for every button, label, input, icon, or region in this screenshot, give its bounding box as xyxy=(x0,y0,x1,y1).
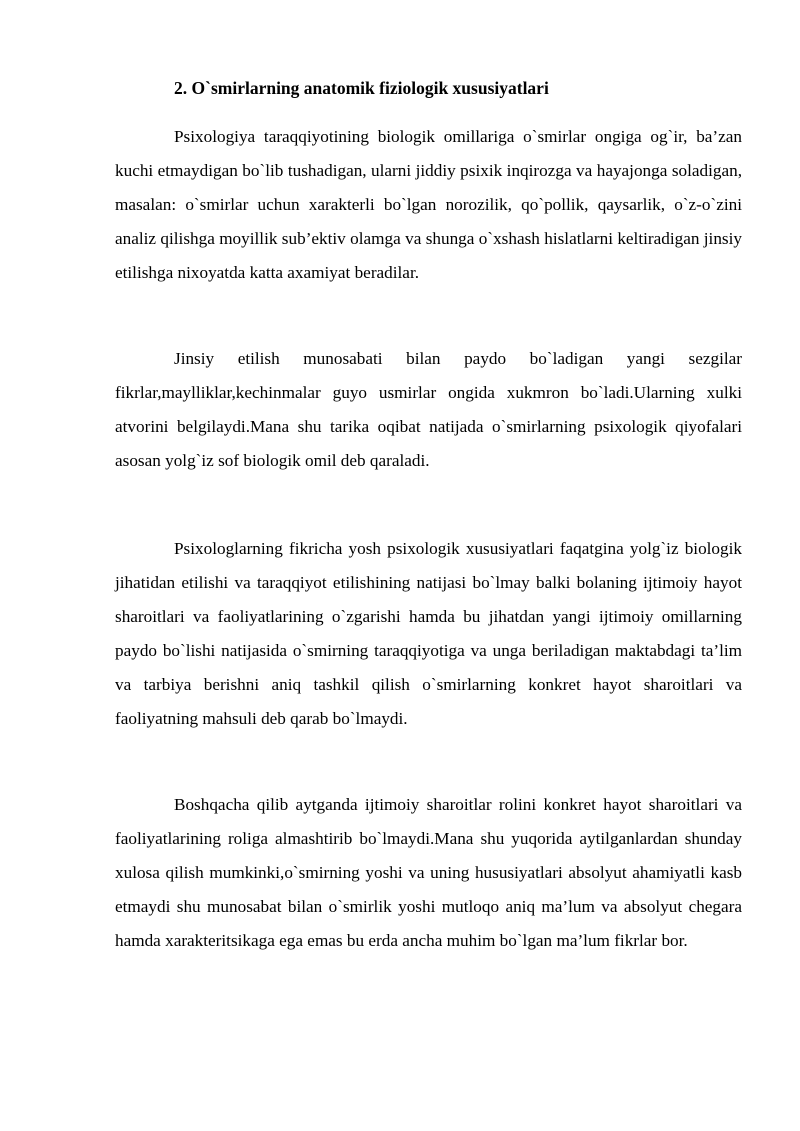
paragraph-1: Psixologiya taraqqiyotining biologik omillariga o`smirlar ongiga og`ir, ba’zan kuchi etmaydigan bo`lib tushadigan, ularni jiddiy psixik inqirozga va hayajonga soladigan, masalan: o`smirlar uchun xarakterli bo`lgan norozilik, qo`pollik, qaysarlik, o`z-o`zini analiz qilishga moyillik sub’ektiv olamga va shunga o`xshash hislatlarni keltiradigan jinsiy etilishga nixoyatda katta axamiyat beradilar. xyxy=(115,127,742,282)
paragraph-3: Psixologlarning fikricha yosh psixologik xususiyatlari faqatgina yolg`iz biologik jihatidan etilishi va taraqqiyot etilishining natijasi bo`lmay balki bolaning ijtimoiy hayot sharoitlari va faoliyatlarining o`zgarishi hamda bu jihatdan yangi ijtimoiy omillarning paydo bo`lishi natijasida o`smirning taraqqiyotiga va unga beriladigan maktabdagi ta’lim va tarbiya berishni aniq tashkil qilish o`smirlarning konkret hayot sharoitlari va faoliyatning mahsuli deb qarab bo`lmaydi. xyxy=(115,539,742,728)
paragraph-4: Boshqacha qilib aytganda ijtimoiy sharoitlar rolini konkret hayot sharoitlari va faoliyatlarining roliga almashtirib bo`lmaydi.Mana shu yuqorida aytilganlardan shunday xulosa qilish mumkinki,o`smirning yoshi va uning hususiyatlari absolyut ahamiyatli kasb etmaydi shu munosabat bilan o`smirlik yoshi mutloqo aniq ma’lum va absolyut chegara hamda xarakteritsikaga ega emas bu erda ancha muhim bo`lgan ma’lum fikrlar bor. xyxy=(115,795,742,950)
paragraph-2: Jinsiy etilish munosabati bilan paydo bo`ladigan yangi sezgilar fikrlar,maylliklar,kechinmalar guyo usmirlar ongida xukmron bo`ladi.Ularning xulki atvorini belgilaydi.Mana shu tarika oqibat natijada o`smirlarning psixologik qiyofalari asosan yolg`iz sof biologik omil deb qaraladi. xyxy=(115,349,742,470)
section-heading: 2. O`smirlarning anatomik fiziologik xususiyatlari xyxy=(174,78,549,98)
